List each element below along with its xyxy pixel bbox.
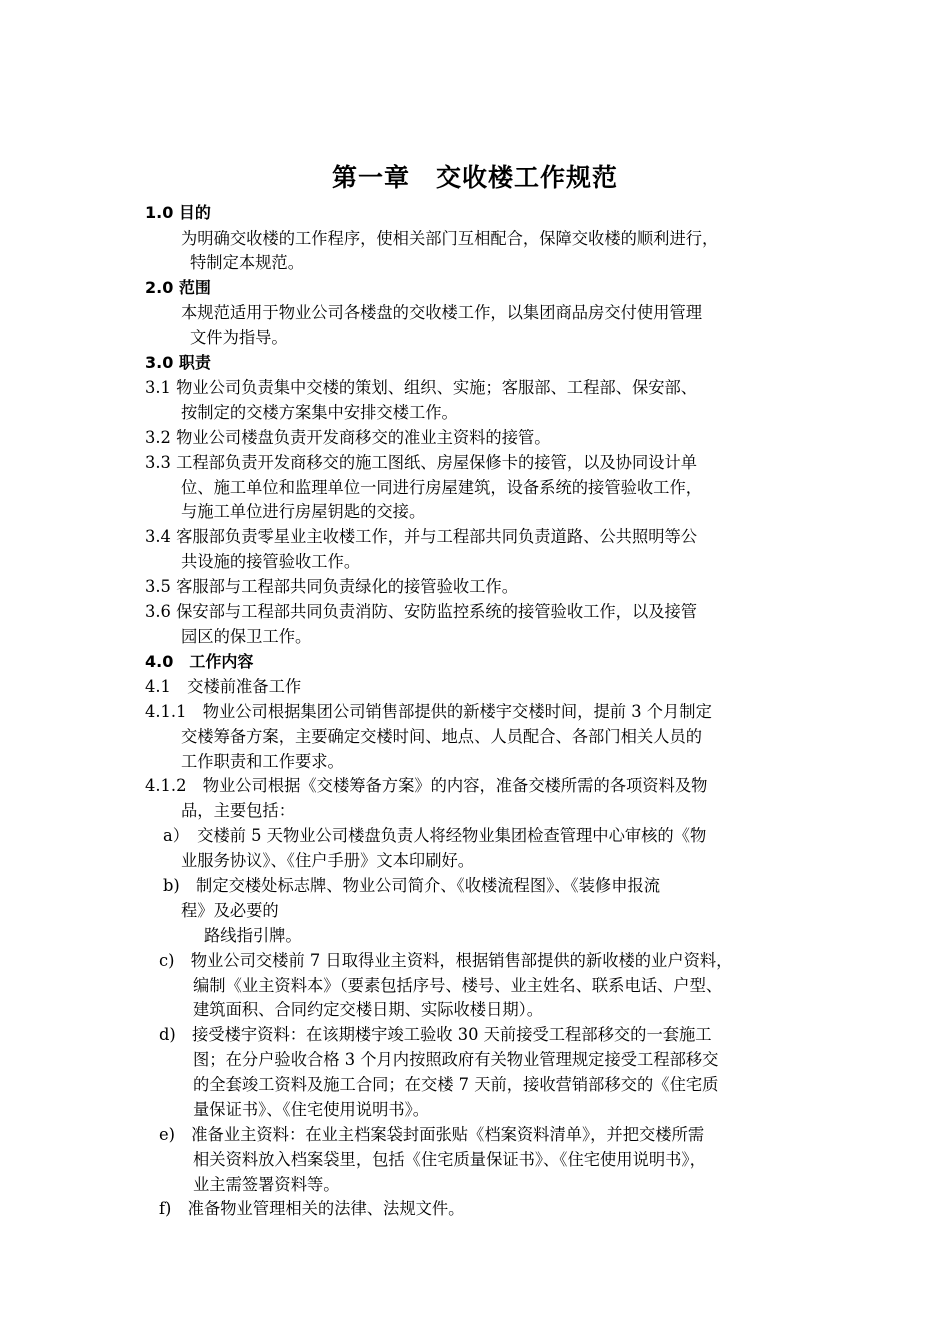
list-item-line: 园区的保卫工作。: [181, 627, 312, 646]
paragraph-line: 本规范适用于物业公司各楼盘的交收楼工作，以集团商品房交付使用管理: [181, 303, 703, 322]
list-item-line: 与施工单位进行房屋钥匙的交接。: [181, 502, 426, 521]
list-item-line: 3.6 保安部与工程部共同负责消防、安防监控系统的接管验收工作，以及接管: [145, 602, 698, 621]
list-item-line: a） 交楼前 5 天物业公司楼盘负责人将经物业集团检查管理中心审核的《物: [163, 826, 707, 845]
list-item-line: 工作职责和工作要求。: [181, 752, 344, 771]
list-item-line: 路线指引牌。: [204, 926, 302, 945]
list-item-line: b) 制定交楼处标志牌、物业公司简介、《收楼流程图》、《装修申报流: [163, 876, 661, 895]
list-item-line: 3.2 物业公司楼盘负责开发商移交的准业主资料的接管。: [145, 428, 551, 447]
list-item-line: 相关资料放入档案袋里，包括《住宅质量保证书》、《住宅使用说明书》，: [193, 1150, 706, 1169]
paragraph-line: 特制定本规范。: [190, 253, 304, 272]
section-heading: 3.0 职责: [145, 353, 211, 372]
list-item-line: 的全套竣工资料及施工合同；在交楼 7 天前，接收营销部移交的《住宅质: [193, 1075, 719, 1094]
list-item-line: f) 准备物业管理相关的法律、法规文件。: [159, 1199, 465, 1218]
list-item-line: 3.5 客服部与工程部共同负责绿化的接管验收工作。: [145, 577, 518, 596]
list-item-line: 量保证书》、《住宅使用说明书》。: [193, 1100, 430, 1119]
list-item-line: 3.1 物业公司负责集中交楼的策划、组织、实施；客服部、工程部、保安部、: [145, 378, 698, 397]
list-item-line: 3.4 客服部负责零星业主收楼工作，并与工程部共同负责道路、公共照明等公: [145, 527, 698, 546]
list-item-line: 程》及必要的: [181, 901, 279, 920]
list-item-line: 4.1.2 物业公司根据《交楼筹备方案》的内容，准备交楼所需的各项资料及物: [145, 776, 708, 795]
list-item-line: 按制定的交楼方案集中安排交楼工作。: [181, 403, 458, 422]
section-heading: 4.0 工作内容: [145, 652, 254, 671]
list-item-line: 共设施的接管验收工作。: [181, 552, 361, 571]
list-item-line: 品，主要包括：: [181, 801, 295, 820]
subsection-heading: 4.1 交楼前准备工作: [145, 677, 302, 696]
list-item-line: 位、施工单位和监理单位一同进行房屋建筑，设备系统的接管验收工作，: [181, 478, 703, 497]
section-heading: 1.0 目的: [145, 203, 211, 222]
list-item-line: e) 准备业主资料：在业主档案袋封面张贴《档案资料清单》，并把交楼所需: [159, 1125, 705, 1144]
list-item-line: 建筑面积、合同约定交楼日期、实际收楼日期）。: [193, 1000, 544, 1019]
list-item-line: 交楼筹备方案，主要确定交楼时间、地点、人员配合、各部门相关人员的: [181, 727, 703, 746]
paragraph-line: 为明确交收楼的工作程序，使相关部门互相配合，保障交收楼的顺利进行，: [181, 229, 719, 248]
list-item-line: 编制《业主资料本》（要素包括序号、楼号、业主姓名、联系电话、户型、: [193, 976, 723, 995]
paragraph-line: 文件为指导。: [190, 328, 288, 347]
list-item-line: 4.1.1 物业公司根据集团公司销售部提供的新楼宇交楼时间，提前 3 个月制定: [145, 702, 712, 721]
section-heading: 2.0 范围: [145, 278, 211, 297]
list-item-line: c) 物业公司交楼前 7 日取得业主资料，根据销售部提供的新收楼的业户资料，: [159, 951, 733, 970]
chapter-title: 第一章 交收楼工作规范: [331, 163, 618, 192]
list-item-line: d) 接受楼宇资料：在该期楼宇竣工验收 30 天前接受工程部移交的一套施工: [159, 1025, 712, 1044]
list-item-line: 图；在分户验收合格 3 个月内按照政府有关物业管理规定接受工程部移交: [193, 1050, 719, 1069]
list-item-line: 业主需签署资料等。: [193, 1175, 340, 1194]
list-item-line: 业服务协议》、《住户手册》文本印刷好。: [181, 851, 475, 870]
list-item-line: 3.3 工程部负责开发商移交的施工图纸、房屋保修卡的接管，以及协同设计单: [145, 453, 698, 472]
